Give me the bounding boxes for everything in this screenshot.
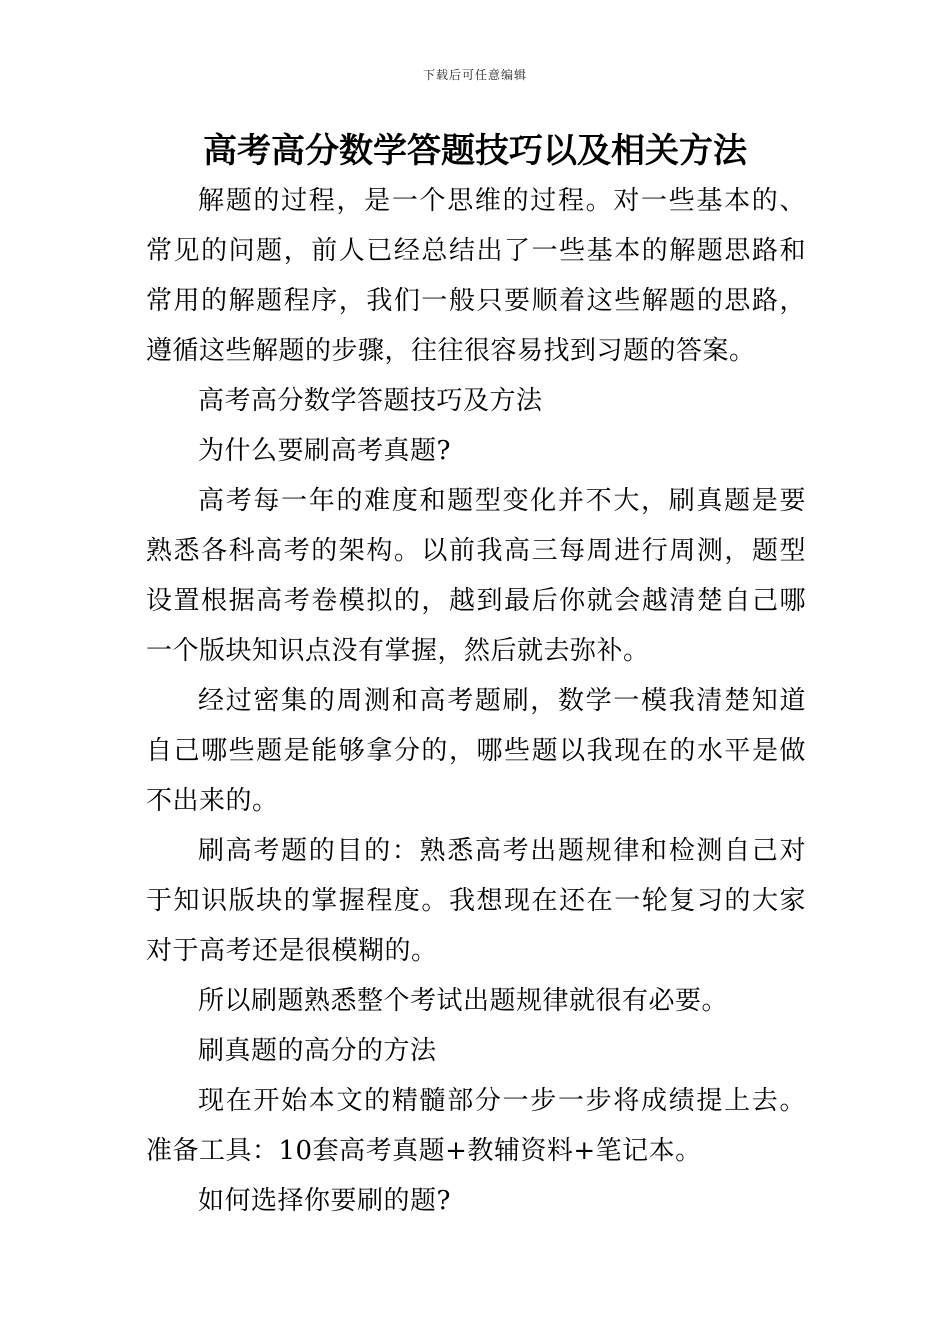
paragraph-question-choose: 如何选择你要刷的题? [198,1186,451,1216]
paragraph-method-heading: 刷真题的高分的方法 [198,1036,437,1066]
paragraph-purpose: 刷高考题的目的：熟悉高考出题规律和检测自己对于知识版块的掌握程度。我想现在还在一轮复习的大家对于高考还是很模糊的。 [146,836,806,966]
paragraph-exam-structure: 高考每一年的难度和题型变化并不大，刷真题是要熟悉各科高考的架构。以前我高三每周进行周测，题型设置根据高考卷模拟的，越到最后你就会越清楚自己哪一个版块知识点没有掌握，然后就去弥补。 [146,486,806,666]
document-title: 高考高分数学答题技巧以及相关方法 [203,131,747,171]
paragraph-section-heading: 高考高分数学答题技巧及方法 [198,386,543,416]
paragraph-necessity: 所以刷题熟悉整个考试出题规律就很有必要。 [198,986,729,1016]
document-body [146,176,806,1226]
paragraph-question-why: 为什么要刷高考真题? [198,436,451,466]
paragraph-weekly-tests: 经过密集的周测和高考题刷，数学一模我清楚知道自己哪些题是能够拿分的，哪些题以我现在的水平是做不出来的。 [146,686,806,816]
paragraph-tools: 现在开始本文的精髓部分一步一步将成绩提上去。准备工具：10套高考真题+教辅资料+笔记本。 [146,1086,806,1166]
page-header-note: 下载后可任意编辑 [422,68,527,82]
paragraph-intro: 解题的过程，是一个思维的过程。对一些基本的、常见的问题，前人已经总结出了一些基本的解题思路和常用的解题程序，我们一般只要顺着这些解题的思路，遵循这些解题的步骤，往往很容易找到习题的答案。 [146,186,806,366]
